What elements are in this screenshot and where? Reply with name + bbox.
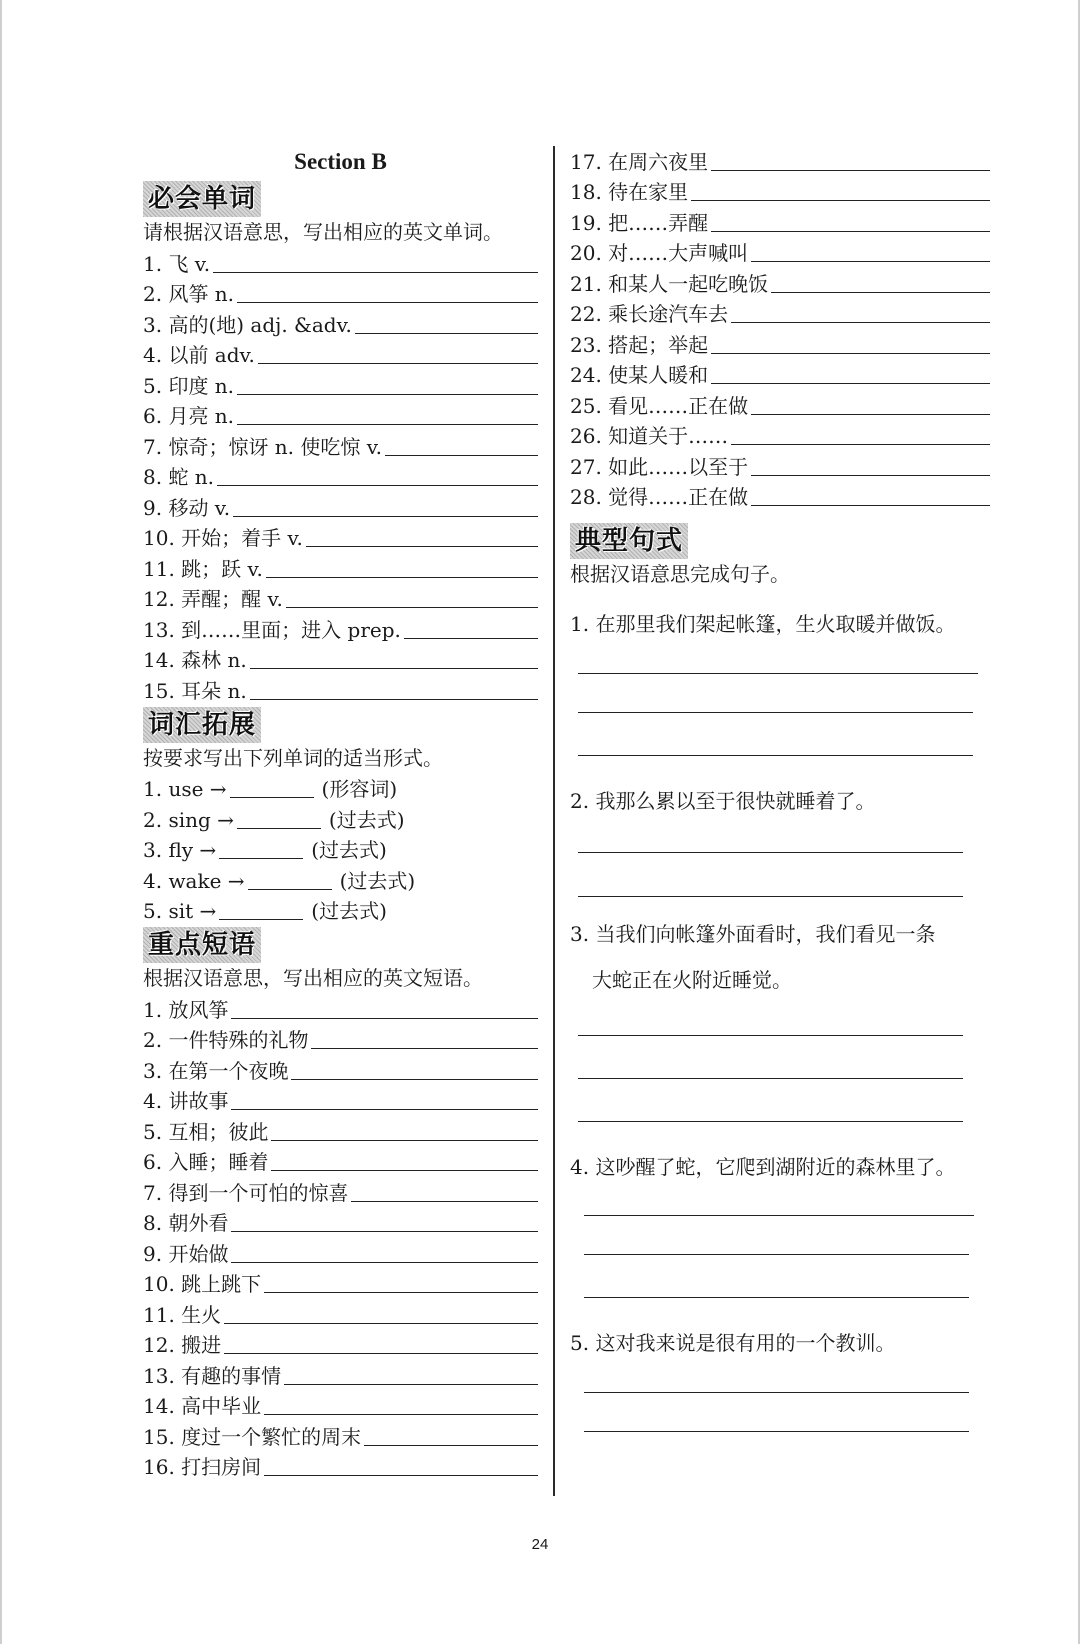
sentence-item bbox=[570, 786, 990, 897]
sentence-prompt: 4. 这吵醒了蛇，它爬到湖附近的森林里了。 bbox=[570, 1155, 956, 1179]
vocab-item bbox=[143, 369, 538, 400]
expand-form: (过去式) bbox=[339, 868, 416, 893]
answer-blank[interactable] bbox=[284, 1384, 538, 1385]
answer-blank[interactable] bbox=[711, 231, 990, 232]
vocab-item-label: 8. 蛇 n. bbox=[143, 465, 215, 489]
answer-blank[interactable] bbox=[264, 1292, 538, 1293]
phrase-item-label: 6. 入睡；睡着 bbox=[143, 1150, 269, 1174]
phrase-item bbox=[570, 450, 990, 481]
phrase-item bbox=[570, 206, 990, 237]
phrase-item-label: 24. 使某人暖和 bbox=[570, 363, 709, 387]
expand-word: 1. use → bbox=[143, 777, 227, 801]
phrase-item-label: 14. 高中毕业 bbox=[143, 1394, 262, 1418]
phrase-item-label: 27. 如此……以至于 bbox=[570, 454, 749, 479]
vocab-item-label: 11. 跳；跃 v. bbox=[143, 556, 263, 581]
vocab-item-label: 15. 耳朵 n. bbox=[143, 678, 247, 703]
expand-form: (过去式) bbox=[328, 807, 405, 832]
vocab-item bbox=[143, 247, 538, 278]
vocab-item bbox=[143, 339, 538, 370]
expand-item bbox=[143, 834, 538, 865]
phrases-list-left bbox=[143, 993, 538, 1481]
answer-blank[interactable] bbox=[364, 1445, 538, 1446]
vocab-item bbox=[143, 278, 538, 309]
phrase-item-label: 9. 开始做 bbox=[143, 1241, 229, 1266]
phrase-item-label: 12. 搬进 bbox=[143, 1333, 222, 1357]
phrase-item-label: 3. 在第一个夜晚 bbox=[143, 1058, 289, 1083]
expand-word: 2. sing → bbox=[143, 807, 234, 832]
expand-item bbox=[143, 803, 538, 834]
answer-line[interactable] bbox=[578, 673, 978, 674]
answer-blank[interactable] bbox=[351, 1201, 538, 1202]
expand-form: (过去式) bbox=[311, 899, 387, 923]
answer-line[interactable] bbox=[584, 1431, 969, 1432]
sentence-item bbox=[570, 919, 990, 1122]
phrase-item-label: 22. 乘长途汽车去 bbox=[570, 302, 729, 326]
vocab-item bbox=[143, 400, 538, 431]
vocab-item bbox=[143, 491, 538, 522]
phrase-item bbox=[143, 1146, 538, 1177]
answer-blank[interactable] bbox=[286, 607, 538, 608]
sentence-prompt: 3. 当我们向帐篷外面看时，我们看见一条 bbox=[570, 922, 936, 946]
phrase-item bbox=[570, 176, 990, 207]
answer-blank[interactable] bbox=[250, 699, 538, 700]
phrase-item bbox=[570, 420, 990, 451]
vocab-item-label: 5. 印度 n. bbox=[143, 373, 235, 398]
phrase-item bbox=[143, 1085, 538, 1116]
phrase-item-label: 8. 朝外看 bbox=[143, 1211, 229, 1235]
expand-word: 4. wake → bbox=[143, 868, 245, 893]
vocab-item bbox=[143, 308, 538, 339]
phrase-item-label: 11. 生火 bbox=[143, 1302, 222, 1327]
phrase-item-label: 17. 在周六夜里 bbox=[570, 149, 709, 174]
phrase-item bbox=[143, 1420, 538, 1451]
answer-blank[interactable] bbox=[711, 383, 990, 384]
sentence-prompt: 5. 这对我来说是很有用的一个教训。 bbox=[570, 1331, 896, 1355]
answer-line[interactable] bbox=[584, 1297, 969, 1298]
answer-line[interactable] bbox=[584, 1215, 974, 1216]
answer-line[interactable] bbox=[584, 1254, 969, 1255]
answer-blank[interactable] bbox=[237, 394, 538, 395]
vocab-item bbox=[143, 552, 538, 583]
phrase-item-label: 2. 一件特殊的礼物 bbox=[143, 1028, 309, 1052]
phrase-item-label: 25. 看见……正在做 bbox=[570, 393, 749, 418]
phrase-item bbox=[143, 1024, 538, 1055]
answer-line[interactable] bbox=[578, 712, 973, 713]
phrase-item bbox=[143, 1390, 538, 1421]
vocab-item bbox=[143, 583, 538, 614]
answer-blank[interactable] bbox=[271, 1140, 538, 1141]
phrase-item bbox=[570, 298, 990, 329]
answer-line[interactable] bbox=[578, 755, 973, 756]
sentence-item bbox=[570, 1152, 990, 1298]
vocab-item bbox=[143, 644, 538, 675]
answer-line[interactable] bbox=[578, 852, 963, 853]
answer-blank[interactable] bbox=[219, 919, 303, 920]
answer-blank[interactable] bbox=[237, 424, 538, 425]
phrase-item-label: 13. 有趣的事情 bbox=[143, 1363, 282, 1388]
left-column bbox=[143, 145, 538, 1481]
expand-form: (形容词) bbox=[321, 777, 398, 801]
answer-blank[interactable] bbox=[731, 322, 990, 323]
sentence-item bbox=[570, 1328, 990, 1432]
answer-blank[interactable] bbox=[237, 828, 321, 829]
answer-line[interactable] bbox=[578, 896, 963, 897]
answer-blank[interactable] bbox=[751, 261, 990, 262]
phrase-item bbox=[143, 1298, 538, 1329]
phrases-list-right bbox=[570, 145, 990, 511]
answer-blank[interactable] bbox=[731, 444, 990, 445]
column-divider bbox=[553, 146, 555, 1496]
phrase-item bbox=[570, 145, 990, 176]
phrase-item bbox=[570, 359, 990, 390]
answer-blank[interactable] bbox=[264, 1414, 538, 1415]
phrase-item bbox=[143, 1451, 538, 1482]
sentence-prompt: 2. 我那么累以至于很快就睡着了。 bbox=[570, 789, 876, 813]
phrase-item bbox=[570, 267, 990, 298]
phrase-item-label: 23. 搭起；举起 bbox=[570, 332, 709, 357]
phrase-item bbox=[143, 1268, 538, 1299]
vocab-item-label: 12. 弄醒；醒 v. bbox=[143, 587, 283, 611]
answer-blank[interactable] bbox=[355, 333, 538, 334]
answer-blank[interactable] bbox=[751, 475, 990, 476]
answer-line[interactable] bbox=[578, 1035, 963, 1036]
answer-blank[interactable] bbox=[291, 1079, 538, 1080]
phrase-item-label: 7. 得到一个可怕的惊喜 bbox=[143, 1180, 349, 1205]
phrase-item-label: 4. 讲故事 bbox=[143, 1089, 229, 1113]
vocab-list bbox=[143, 247, 538, 705]
vocab-item-label: 13. 到……里面；进入 prep. bbox=[143, 617, 401, 642]
page-number: 24 bbox=[531, 1536, 549, 1553]
answer-blank[interactable] bbox=[217, 485, 538, 486]
answer-blank[interactable] bbox=[751, 414, 990, 415]
phrase-item bbox=[143, 1054, 538, 1085]
answer-blank[interactable] bbox=[311, 1048, 538, 1049]
expand-list bbox=[143, 773, 538, 926]
section-title: Section B bbox=[294, 149, 387, 174]
answer-blank[interactable] bbox=[711, 353, 990, 354]
vocab-item-label: 7. 惊奇；惊讶 n. 使吃惊 v. bbox=[143, 434, 383, 459]
phrase-item-label: 21. 和某人一起吃晚饭 bbox=[570, 271, 769, 296]
phrase-item bbox=[143, 1329, 538, 1360]
expand-item bbox=[143, 773, 538, 804]
vocab-item-label: 4. 以前 adv. bbox=[143, 343, 255, 367]
vocab-item-label: 2. 风筝 n. bbox=[143, 282, 235, 306]
phrase-item-label: 1. 放风筝 bbox=[143, 997, 229, 1022]
phrase-item bbox=[143, 1359, 538, 1390]
sentence-prompt: 1. 在那里我们架起帐篷，生火取暖并做饭。 bbox=[570, 612, 956, 636]
phrase-item-label: 16. 打扫房间 bbox=[143, 1455, 262, 1479]
answer-blank[interactable] bbox=[250, 668, 538, 669]
page-edge-left bbox=[0, 0, 2, 1644]
vocab-item bbox=[143, 522, 538, 553]
vocab-item bbox=[143, 674, 538, 705]
phrase-item-label: 26. 知道关于…… bbox=[570, 424, 729, 448]
answer-blank[interactable] bbox=[224, 1323, 538, 1324]
phrase-item-label: 20. 对……大声喊叫 bbox=[570, 241, 749, 265]
vocab-item bbox=[143, 430, 538, 461]
answer-blank[interactable] bbox=[224, 1353, 538, 1354]
vocab-header: 必会单词 bbox=[143, 181, 261, 217]
sentences-header: 典型句式 bbox=[570, 523, 688, 559]
sentence-item bbox=[570, 609, 990, 756]
answer-blank[interactable] bbox=[271, 1170, 538, 1171]
expand-form: (过去式) bbox=[311, 838, 387, 862]
phrase-item bbox=[143, 1207, 538, 1238]
sentences-instruction: 根据汉语意思完成句子。 bbox=[570, 562, 790, 586]
phrases-instruction: 根据汉语意思，写出相应的英文短语。 bbox=[143, 966, 483, 990]
answer-blank[interactable] bbox=[237, 302, 538, 303]
answer-blank[interactable] bbox=[266, 577, 538, 578]
sentence-prompt-continued: 大蛇正在火附近睡觉。 bbox=[592, 968, 792, 992]
answer-blank[interactable] bbox=[230, 797, 314, 798]
vocab-item-label: 9. 移动 v. bbox=[143, 495, 231, 520]
answer-blank[interactable] bbox=[751, 505, 990, 506]
answer-blank[interactable] bbox=[213, 272, 538, 273]
vocab-item-label: 10. 开始；着手 v. bbox=[143, 526, 303, 550]
vocab-item-label: 6. 月亮 n. bbox=[143, 404, 235, 428]
expand-item bbox=[143, 895, 538, 926]
phrase-item-label: 28. 觉得……正在做 bbox=[570, 485, 749, 509]
vocab-item-label: 1. 飞 v. bbox=[143, 251, 211, 276]
expand-item bbox=[143, 864, 538, 895]
answer-blank[interactable] bbox=[231, 1018, 538, 1019]
answer-blank[interactable] bbox=[264, 1475, 538, 1476]
answer-blank[interactable] bbox=[231, 1109, 538, 1110]
answer-blank[interactable] bbox=[404, 638, 538, 639]
answer-blank[interactable] bbox=[771, 292, 990, 293]
phrase-item bbox=[143, 1176, 538, 1207]
phrase-item bbox=[143, 993, 538, 1024]
phrase-item bbox=[570, 237, 990, 268]
answer-blank[interactable] bbox=[711, 170, 990, 171]
expand-header: 词汇拓展 bbox=[143, 707, 261, 743]
answer-blank[interactable] bbox=[258, 363, 538, 364]
answer-blank[interactable] bbox=[248, 889, 332, 890]
right-column bbox=[570, 145, 990, 1432]
phrase-item-label: 15. 度过一个繁忙的周末 bbox=[143, 1424, 362, 1449]
phrase-item bbox=[570, 481, 990, 512]
vocab-item-label: 3. 高的(地) adj. &adv. bbox=[143, 312, 352, 337]
phrase-item bbox=[570, 328, 990, 359]
phrases-header: 重点短语 bbox=[143, 927, 261, 963]
answer-blank[interactable] bbox=[233, 516, 538, 517]
expand-word: 5. sit → bbox=[143, 899, 217, 923]
vocab-item bbox=[143, 613, 538, 644]
answer-blank[interactable] bbox=[231, 1262, 538, 1263]
phrase-item-label: 5. 互相；彼此 bbox=[143, 1119, 269, 1144]
vocab-instruction: 请根据汉语意思，写出相应的英文单词。 bbox=[143, 220, 503, 244]
vocab-item bbox=[143, 461, 538, 492]
answer-line[interactable] bbox=[584, 1392, 969, 1393]
answer-blank[interactable] bbox=[231, 1231, 538, 1232]
phrase-item-label: 18. 待在家里 bbox=[570, 180, 689, 204]
answer-blank[interactable] bbox=[306, 546, 538, 547]
answer-line[interactable] bbox=[578, 1078, 963, 1079]
phrase-item-label: 19. 把……弄醒 bbox=[570, 210, 709, 235]
vocab-item-label: 14. 森林 n. bbox=[143, 648, 247, 672]
phrase-item bbox=[143, 1237, 538, 1268]
phrase-item-label: 10. 跳上跳下 bbox=[143, 1272, 262, 1296]
answer-blank[interactable] bbox=[691, 200, 990, 201]
answer-blank[interactable] bbox=[219, 858, 303, 859]
phrase-item bbox=[570, 389, 990, 420]
answer-line[interactable] bbox=[578, 1121, 963, 1122]
phrase-item bbox=[143, 1115, 538, 1146]
expand-word: 3. fly → bbox=[143, 838, 217, 862]
expand-instruction: 按要求写出下列单词的适当形式。 bbox=[143, 745, 443, 770]
answer-blank[interactable] bbox=[385, 455, 538, 456]
